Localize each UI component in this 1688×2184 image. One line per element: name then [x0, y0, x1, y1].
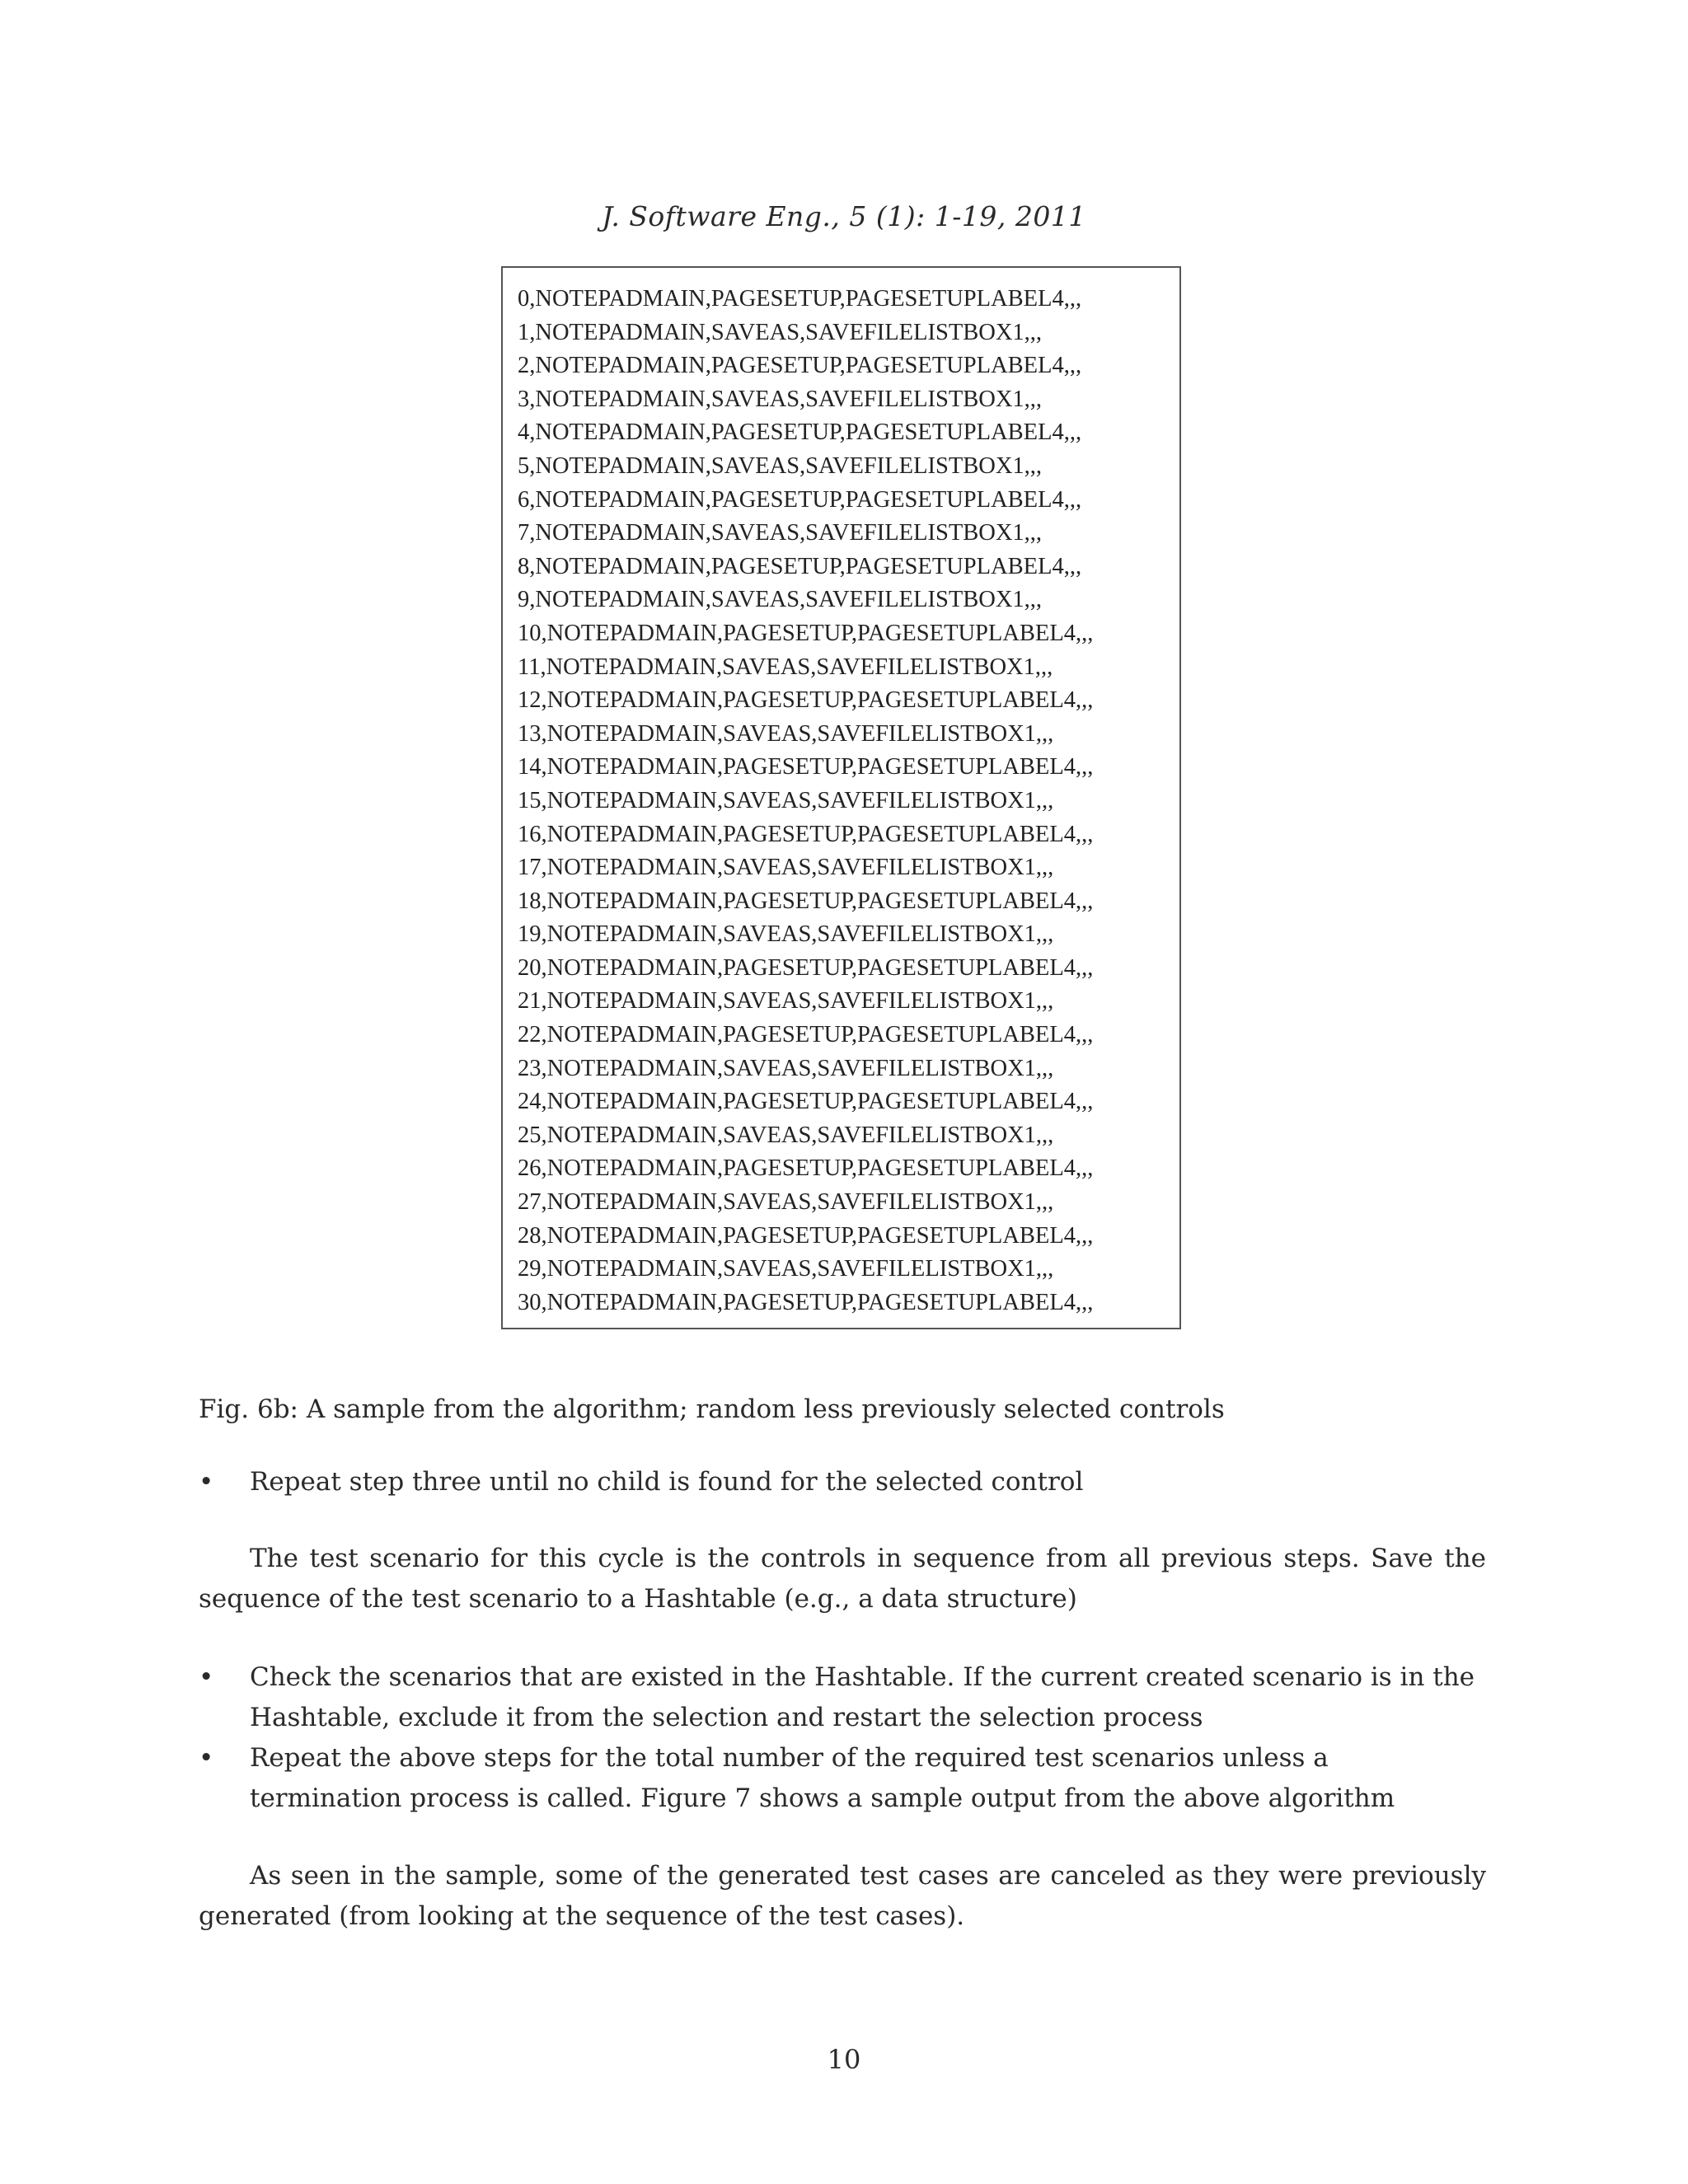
figure-line: 16,NOTEPADMAIN,PAGESETUP,PAGESETUPLABEL4,,,: [518, 821, 1094, 847]
figure-line: 26,NOTEPADMAIN,PAGESETUP,PAGESETUPLABEL4,,,: [518, 1155, 1094, 1182]
bullet-text: Repeat step three until no child is found for the selected control: [250, 1467, 1084, 1497]
bullet-icon: •: [199, 1467, 214, 1497]
bullet-text: Repeat the above steps for the total number of the required test scenarios unless a termination process is called. Figure 7 shows a sample output from the above algorithm: [250, 1743, 1395, 1813]
figure-line: 2,NOTEPADMAIN,PAGESETUP,PAGESETUPLABEL4,,,: [518, 353, 1082, 379]
figure-line: 13,NOTEPADMAIN,SAVEAS,SAVEFILELISTBOX1,,,: [518, 720, 1054, 747]
bullet-icon: •: [199, 1662, 214, 1692]
bullet-item: [199, 1657, 1484, 1738]
bullet-item: [199, 1738, 1484, 1819]
bullet-text: Check the scenarios that are existed in the Hashtable. If the current created scenario is in the Hashtable, exclude it from the selection and restart the selection process: [250, 1662, 1475, 1732]
journal-header: J. Software Eng., 5 (1): 1-19, 2011: [602, 200, 1086, 232]
figure-line: 23,NOTEPADMAIN,SAVEAS,SAVEFILELISTBOX1,,,: [518, 1055, 1054, 1081]
figure-line: 18,NOTEPADMAIN,PAGESETUP,PAGESETUPLABEL4,,,: [518, 888, 1094, 914]
figure-line: 21,NOTEPADMAIN,SAVEAS,SAVEFILELISTBOX1,,,: [518, 988, 1054, 1015]
figure-line: 4,NOTEPADMAIN,PAGESETUP,PAGESETUPLABEL4,,,: [518, 419, 1082, 446]
figure-line: 27,NOTEPADMAIN,SAVEAS,SAVEFILELISTBOX1,,,: [518, 1189, 1054, 1216]
figure-line: 28,NOTEPADMAIN,PAGESETUP,PAGESETUPLABEL4,,,: [518, 1222, 1094, 1249]
figure-line: 11,NOTEPADMAIN,SAVEAS,SAVEFILELISTBOX1,,,: [518, 654, 1053, 680]
figure-line: 22,NOTEPADMAIN,PAGESETUP,PAGESETUPLABEL4,,,: [518, 1022, 1094, 1048]
figure-line: 17,NOTEPADMAIN,SAVEAS,SAVEFILELISTBOX1,,,: [518, 855, 1054, 881]
figure-line: 20,NOTEPADMAIN,PAGESETUP,PAGESETUPLABEL4,,,: [518, 954, 1094, 981]
body-paragraph: The test scenario for this cycle is the controls in sequence from all previous steps. Save the sequence of the test scenario to a Hashtable (e.g., a data structure): [199, 1544, 1486, 1614]
figure-line: 12,NOTEPADMAIN,PAGESETUP,PAGESETUPLABEL4,,,: [518, 687, 1094, 714]
figure-line: 24,NOTEPADMAIN,PAGESETUP,PAGESETUPLABEL4,,,: [518, 1089, 1094, 1115]
figure-line: 15,NOTEPADMAIN,SAVEAS,SAVEFILELISTBOX1,,,: [518, 787, 1054, 813]
bullet-item: [199, 1462, 1484, 1502]
figure-line: 29,NOTEPADMAIN,SAVEAS,SAVEFILELISTBOX1,,,: [518, 1256, 1054, 1282]
figure-line: 14,NOTEPADMAIN,PAGESETUP,PAGESETUPLABEL4,,,: [518, 754, 1094, 780]
figure-line: 10,NOTEPADMAIN,PAGESETUP,PAGESETUPLABEL4,,,: [518, 620, 1094, 646]
figure-sample-output-box: [501, 266, 1181, 1329]
figure-line: 19,NOTEPADMAIN,SAVEAS,SAVEFILELISTBOX1,,,: [518, 921, 1054, 948]
figure-line: 30,NOTEPADMAIN,PAGESETUP,PAGESETUPLABEL4,,,: [518, 1289, 1094, 1315]
page-number: 10: [827, 2044, 861, 2075]
figure-line: 6,NOTEPADMAIN,PAGESETUP,PAGESETUPLABEL4,,,: [518, 486, 1082, 513]
figure-line: 8,NOTEPADMAIN,PAGESETUP,PAGESETUPLABEL4,,,: [518, 553, 1082, 579]
figure-line: 25,NOTEPADMAIN,SAVEAS,SAVEFILELISTBOX1,,,: [518, 1122, 1054, 1148]
figure-caption: Fig. 6b: A sample from the algorithm; random less previously selected controls: [199, 1394, 1225, 1424]
body-paragraph: As seen in the sample, some of the generated test cases are canceled as they were previously generated (from looking at the sequence of the test cases).: [199, 1861, 1486, 1931]
bullet-icon: •: [199, 1743, 214, 1773]
figure-line: 7,NOTEPADMAIN,SAVEAS,SAVEFILELISTBOX1,,,: [518, 520, 1043, 546]
figure-line: 3,NOTEPADMAIN,SAVEAS,SAVEFILELISTBOX1,,,: [518, 386, 1043, 412]
figure-line: 1,NOTEPADMAIN,SAVEAS,SAVEFILELISTBOX1,,,: [518, 319, 1043, 345]
figure-line: 5,NOTEPADMAIN,SAVEAS,SAVEFILELISTBOX1,,,: [518, 452, 1043, 479]
figure-line: 9,NOTEPADMAIN,SAVEAS,SAVEFILELISTBOX1,,,: [518, 587, 1043, 613]
figure-line: 0,NOTEPADMAIN,PAGESETUP,PAGESETUPLABEL4,,,: [518, 286, 1082, 312]
